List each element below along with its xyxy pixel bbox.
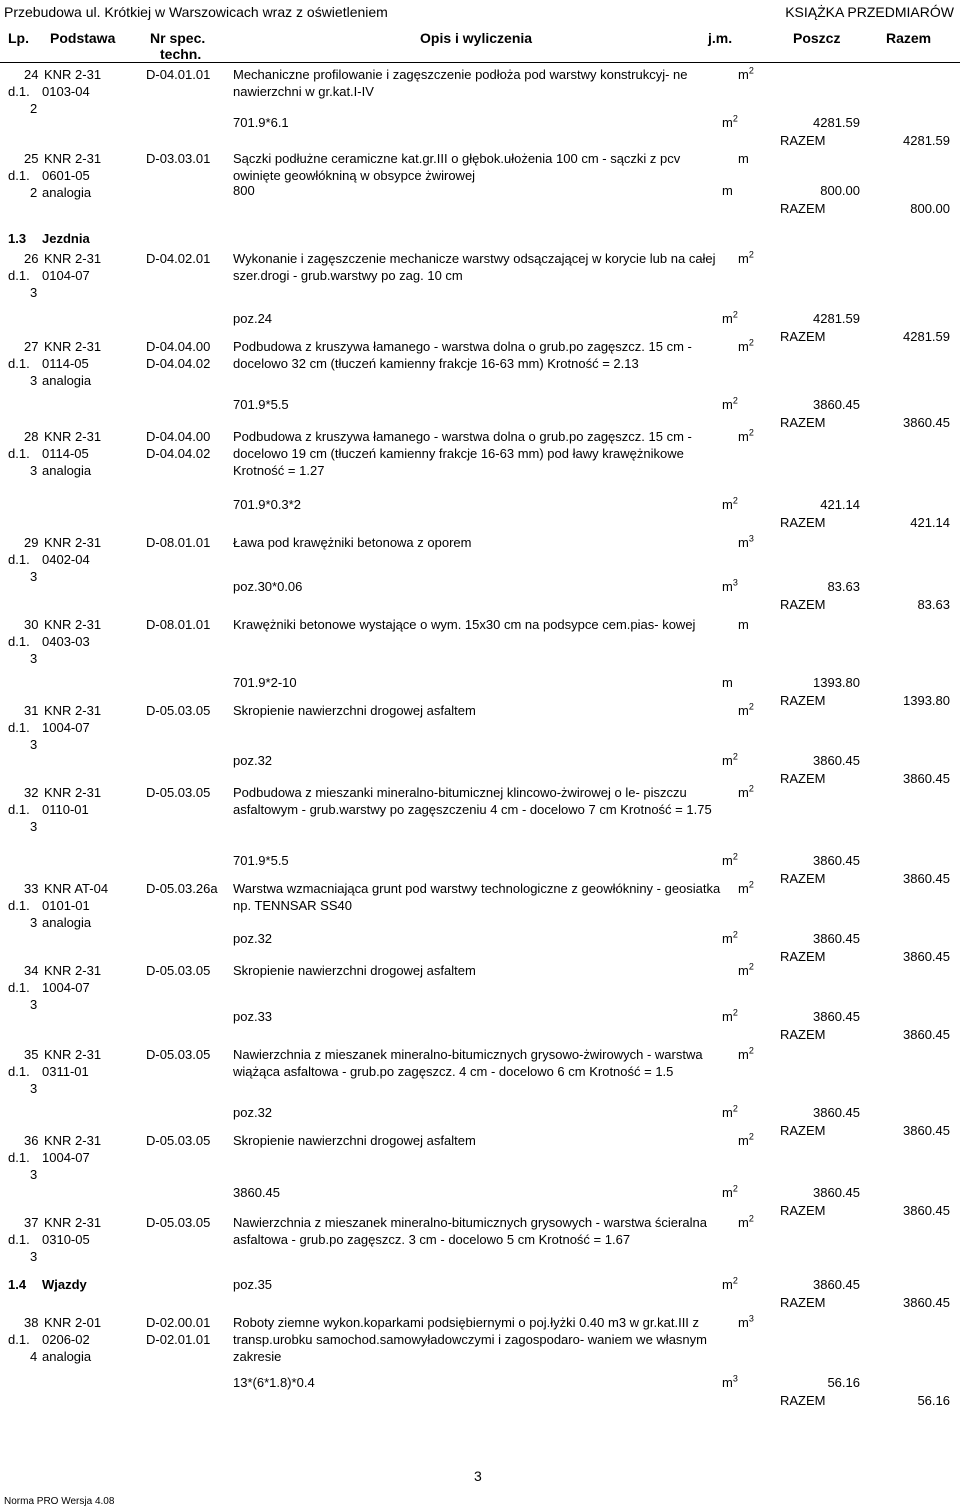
row-podstawa: 0403-03	[42, 634, 90, 649]
row-calc: poz.33	[233, 1009, 273, 1024]
col-nr-spec-2: techn.	[160, 46, 202, 62]
section-title: Jezdnia	[42, 231, 90, 246]
row-podstawa: KNR 2-31	[44, 617, 102, 632]
row-spec: D-04.02.01	[146, 251, 211, 266]
row-razem-value: 3860.45	[903, 415, 950, 430]
row-lp: d.1.	[8, 168, 30, 183]
row-lp: 3	[30, 651, 38, 666]
page-number: 3	[474, 1468, 482, 1484]
row-calc-value: 4281.59	[813, 115, 860, 130]
row-description: Sączki podłużne ceramiczne kat.gr.III o głębok.ułożenia 100 cm - sączki z pcv owinięte geowłókniną w obsypce żwirowej	[233, 151, 681, 183]
col-jm: j.m.	[708, 30, 733, 46]
row-spec: D-04.04.00	[146, 339, 211, 354]
row-calc-unit: $m^2$	[722, 395, 738, 412]
row-lp: d.1.	[8, 268, 30, 283]
row-calc: poz.30*0.06	[233, 579, 303, 594]
row-spec: D-03.03.01	[146, 151, 211, 166]
row-razem-value: 800.00	[910, 201, 950, 216]
section-title: Wjazdy	[42, 1277, 87, 1292]
row-spec: D-08.01.01	[146, 617, 211, 632]
row-calc-value: 3860.45	[813, 1277, 860, 1292]
row-unit: m	[738, 151, 749, 166]
row-calc-unit: $m^2$	[722, 495, 738, 512]
row-calc-unit: $m^2$	[722, 1183, 738, 1200]
row-lp: 3	[30, 463, 38, 478]
row-calc-unit: $m^2$	[722, 1007, 738, 1024]
row-description: Nawierzchnia z mieszanek mineralno-bitumicznych grysowo-żwirowych - warstwa wiążąca asfaltowa - grub.po zagęszcz. 4 cm - docelowo 6 cm Krotność = 1.5	[233, 1047, 703, 1079]
row-podstawa: KNR 2-31	[44, 785, 102, 800]
col-opis: Opis i wyliczenia	[420, 30, 533, 46]
row-description: Warstwa wzmacniająca grunt pod warstwy technologiczne z geowłókniny - geosiatka np. TENNSAR SS40	[233, 881, 721, 913]
row-calc: poz.35	[233, 1277, 273, 1292]
row-calc-unit: $m^2$	[722, 1275, 738, 1292]
row-unit: $m^2$	[738, 249, 754, 266]
row-calc-unit: $m^2$	[722, 113, 738, 130]
row-calc-value: 3860.45	[813, 397, 860, 412]
col-lp: Lp.	[8, 30, 29, 46]
row-calc-value: 3860.45	[813, 1105, 860, 1120]
row-podstawa: KNR 2-31	[44, 67, 102, 82]
row-lp: d.1.	[8, 720, 30, 735]
row-podstawa: 0402-04	[42, 552, 90, 567]
row-lp: 27	[24, 339, 39, 354]
row-podstawa: analogia	[42, 463, 92, 478]
row-lp: 36	[24, 1133, 39, 1148]
row-calc: poz.32	[233, 931, 273, 946]
row-unit: $m^2$	[738, 701, 754, 718]
row-lp: 2	[30, 101, 38, 116]
row-unit: $m^3$	[738, 1313, 754, 1330]
row-description: Mechaniczne profilowanie i zagęszczenie podłoża pod warstwy konstrukcyj- ne nawierzchni w gr.kat.I-IV	[233, 67, 688, 99]
row-lp: d.1.	[8, 84, 30, 99]
row-lp: 3	[30, 1167, 38, 1182]
row-podstawa: KNR 2-31	[44, 1215, 102, 1230]
row-description: Ława pod krawężniki betonowa z oporem	[233, 535, 472, 550]
row-lp: 35	[24, 1047, 39, 1062]
row-unit: $m^2$	[738, 1213, 754, 1230]
row-podstawa: 0206-02	[42, 1332, 90, 1347]
col-razem: Razem	[886, 30, 932, 46]
row-razem-label: RAZEM	[780, 693, 826, 708]
row-calc-value: 3860.45	[813, 1185, 860, 1200]
row-lp: 2	[30, 185, 38, 200]
row-podstawa: 0104-07	[42, 268, 90, 283]
row-calc-unit: $m^2$	[722, 309, 738, 326]
row-razem-label: RAZEM	[780, 1123, 826, 1138]
row-razem-label: RAZEM	[780, 415, 826, 430]
row-spec: D-05.03.05	[146, 963, 211, 978]
row-podstawa: KNR 2-31	[44, 963, 102, 978]
col-poszcz: Poszcz	[793, 30, 841, 46]
row-calc: poz.32	[233, 753, 273, 768]
row-lp: 4	[30, 1349, 38, 1364]
row-calc-value: 3860.45	[813, 931, 860, 946]
row-podstawa: KNR 2-01	[44, 1315, 102, 1330]
col-podstawa: Podstawa	[50, 30, 116, 46]
row-razem-value: 3860.45	[903, 1123, 950, 1138]
row-description: Krawężniki betonowe wystające o wym. 15x30 cm na podsypce cem.pias- kowej	[233, 617, 696, 632]
row-razem-value: 56.16	[917, 1393, 950, 1408]
row-podstawa: 0310-05	[42, 1232, 90, 1247]
row-calc-value: 800.00	[820, 183, 860, 198]
row-calc-unit: m	[722, 675, 733, 690]
row-podstawa: 1004-07	[42, 980, 90, 995]
row-lp: d.1.	[8, 552, 30, 567]
row-razem-value: 3860.45	[903, 1027, 950, 1042]
row-podstawa: 0101-01	[42, 898, 90, 913]
row-calc-value: 421.14	[820, 497, 860, 512]
row-lp: 3	[30, 997, 38, 1012]
row-lp: 24	[24, 67, 39, 82]
col-nr-spec: Nr spec.	[150, 30, 206, 46]
row-lp: 28	[24, 429, 39, 444]
row-lp: 26	[24, 251, 39, 266]
row-podstawa: analogia	[42, 1349, 92, 1364]
row-lp: 3	[30, 1249, 38, 1264]
row-podstawa: 0114-05	[42, 446, 89, 461]
row-podstawa: 0311-01	[42, 1064, 89, 1079]
row-unit: $m^2$	[738, 337, 754, 354]
row-lp: 3	[30, 569, 38, 584]
row-razem-label: RAZEM	[780, 771, 826, 786]
row-calc-unit: m	[722, 183, 733, 198]
row-podstawa: analogia	[42, 185, 92, 200]
row-razem-label: RAZEM	[780, 949, 826, 964]
row-razem-label: RAZEM	[780, 1393, 826, 1408]
row-calc-value: 1393.80	[813, 675, 860, 690]
row-spec: D-05.03.05	[146, 1047, 211, 1062]
row-razem-label: RAZEM	[780, 1295, 826, 1310]
row-spec: D-04.01.01	[146, 67, 211, 82]
row-spec: D-02.00.01	[146, 1315, 211, 1330]
row-podstawa: analogia	[42, 373, 92, 388]
row-unit: $m^2$	[738, 1131, 754, 1148]
row-unit: $m^2$	[738, 1045, 754, 1062]
row-razem-label: RAZEM	[780, 871, 826, 886]
row-calc-unit: $m^3$	[722, 1373, 738, 1390]
row-description: Skropienie nawierzchni drogowej asfaltem	[233, 963, 476, 978]
row-calc: 701.9*5.5	[233, 853, 289, 868]
row-unit: $m^2$	[738, 427, 754, 444]
row-calc: 800	[233, 183, 255, 198]
row-calc-value: 3860.45	[813, 1009, 860, 1024]
row-podstawa: KNR 2-31	[44, 151, 102, 166]
row-lp: d.1.	[8, 898, 30, 913]
row-calc-value: 83.63	[827, 579, 860, 594]
row-calc: 701.9*5.5	[233, 397, 289, 412]
row-razem-label: RAZEM	[780, 1027, 826, 1042]
row-lp: d.1.	[8, 634, 30, 649]
row-spec: D-05.03.05	[146, 703, 211, 718]
row-description: Roboty ziemne wykon.koparkami podsiębiernymi o poj.łyżki 0.40 m3 w gr.kat.III z transp.urobku samochod.samowyładowczymi i zagospodaro- waniem we własnym zakresie	[233, 1315, 707, 1364]
row-razem-value: 4281.59	[903, 133, 950, 148]
row-unit: $m^2$	[738, 879, 754, 896]
row-description: Podbudowa z mieszanki mineralno-bitumicznej klincowo-żwirowej o le- piszczu asfaltowym - grub.warstwy po zagęszczeniu 4 cm - docelowo 7 cm Krotność = 1.75	[233, 785, 712, 817]
table-header	[0, 26, 960, 63]
row-razem-value: 3860.45	[903, 1295, 950, 1310]
row-razem-label: RAZEM	[780, 515, 826, 530]
software-version: Norma PRO Wersja 4.08	[4, 1496, 115, 1507]
row-calc-unit: $m^2$	[722, 929, 738, 946]
section-number: 1.4	[8, 1277, 27, 1292]
row-calc: poz.32	[233, 1105, 273, 1120]
top-bar	[0, 0, 960, 24]
row-description: Nawierzchnia z mieszanek mineralno-bitumicznych grysowych - warstwa ścieralna asfaltowa - grub.po zagęszcz. 3 cm - docelowo 5 cm Krotność = 1.67	[233, 1215, 707, 1247]
row-lp: 3	[30, 819, 38, 834]
row-razem-value: 3860.45	[903, 949, 950, 964]
row-calc-unit: $m^3$	[722, 577, 738, 594]
row-lp: 33	[24, 881, 39, 896]
row-unit: m	[738, 617, 749, 632]
row-spec: D-04.04.02	[146, 446, 211, 461]
row-podstawa: KNR 2-31	[44, 1133, 102, 1148]
row-calc: 13*(6*1.8)*0.4	[233, 1375, 315, 1390]
row-spec: D-05.03.05	[146, 1215, 211, 1230]
row-razem-label: RAZEM	[780, 1203, 826, 1218]
row-lp: d.1.	[8, 1232, 30, 1247]
row-lp: 3	[30, 915, 38, 930]
row-calc-value: 56.16	[827, 1375, 860, 1390]
row-lp: 3	[30, 373, 38, 388]
row-razem-label: RAZEM	[780, 201, 826, 216]
row-calc-value: 4281.59	[813, 311, 860, 326]
row-lp: 38	[24, 1315, 39, 1330]
row-podstawa: 0114-05	[42, 356, 89, 371]
row-description: Skropienie nawierzchni drogowej asfaltem	[233, 1133, 476, 1148]
row-calc-unit: $m^2$	[722, 851, 738, 868]
row-calc: 3860.45	[233, 1185, 280, 1200]
row-razem-value: 3860.45	[903, 1203, 950, 1218]
row-description: Podbudowa z kruszywa łamanego - warstwa dolna o grub.po zagęszcz. 15 cm - docelowo 19 cm (tłuczeń kamienny frakcje 16-63 mm) pod ławy krawężnikowe Krotność = 1.27	[233, 429, 692, 478]
row-spec: D-05.03.05	[146, 785, 211, 800]
document-type: KSIĄŻKA PRZEDMIARÓW	[785, 4, 954, 20]
row-podstawa: KNR 2-31	[44, 429, 102, 444]
row-calc-value: 3860.45	[813, 753, 860, 768]
row-lp: 31	[24, 703, 39, 718]
row-razem-label: RAZEM	[780, 329, 826, 344]
row-calc: poz.24	[233, 311, 273, 326]
project-title: Przebudowa ul. Krótkiej w Warszowicach wraz z oświetleniem	[4, 4, 388, 20]
row-razem-label: RAZEM	[780, 133, 826, 148]
row-lp: 30	[24, 617, 39, 632]
row-unit: $m^2$	[738, 783, 754, 800]
row-razem-value: 4281.59	[903, 329, 950, 344]
row-podstawa: 1004-07	[42, 720, 90, 735]
row-razem-value: 1393.80	[903, 693, 950, 708]
row-calc: 701.9*6.1	[233, 115, 289, 130]
row-podstawa: 1004-07	[42, 1150, 90, 1165]
row-podstawa: KNR 2-31	[44, 251, 102, 266]
row-razem-value: 3860.45	[903, 771, 950, 786]
row-podstawa: KNR 2-31	[44, 339, 102, 354]
row-razem-value: 83.63	[917, 597, 950, 612]
row-spec: D-04.04.00	[146, 429, 211, 444]
row-podstawa: KNR 2-31	[44, 535, 102, 550]
row-razem-value: 3860.45	[903, 871, 950, 886]
row-lp: 3	[30, 285, 38, 300]
row-calc-unit: $m^2$	[722, 751, 738, 768]
row-podstawa: 0110-01	[42, 802, 89, 817]
row-lp: d.1.	[8, 1064, 30, 1079]
row-calc: 701.9*2-10	[233, 675, 297, 690]
row-calc-value: 3860.45	[813, 853, 860, 868]
row-lp: 3	[30, 737, 38, 752]
row-unit: $m^2$	[738, 65, 754, 82]
row-description: Skropienie nawierzchni drogowej asfaltem	[233, 703, 476, 718]
row-description: Wykonanie i zagęszczenie mechanicze warstwy odsączającej w korycie lub na całej szer.drogi - grub.warstwy po zag. 10 cm	[233, 251, 716, 283]
row-lp: d.1.	[8, 802, 30, 817]
row-unit: $m^3$	[738, 533, 754, 550]
row-spec: D-05.03.26a	[146, 881, 218, 896]
row-lp: 37	[24, 1215, 39, 1230]
row-lp: d.1.	[8, 356, 30, 371]
row-podstawa: 0601-05	[42, 168, 90, 183]
row-lp: d.1.	[8, 1332, 30, 1347]
row-podstawa: KNR AT-04	[44, 881, 109, 896]
row-lp: 25	[24, 151, 39, 166]
row-lp: 34	[24, 963, 39, 978]
row-lp: d.1.	[8, 446, 30, 461]
row-razem-value: 421.14	[910, 515, 950, 530]
row-lp: 32	[24, 785, 39, 800]
row-description: Podbudowa z kruszywa łamanego - warstwa dolna o grub.po zagęszcz. 15 cm - docelowo 32 cm (tłuczeń kamienny frakcje 16-63 mm) Krotność = 2.13	[233, 339, 692, 371]
row-podstawa: analogia	[42, 915, 92, 930]
row-podstawa: KNR 2-31	[44, 1047, 102, 1062]
row-razem-label: RAZEM	[780, 597, 826, 612]
row-spec: D-05.03.05	[146, 1133, 211, 1148]
row-lp: 29	[24, 535, 39, 550]
row-spec: D-08.01.01	[146, 535, 211, 550]
row-podstawa: KNR 2-31	[44, 703, 102, 718]
row-spec: D-02.01.01	[146, 1332, 211, 1347]
row-lp: d.1.	[8, 1150, 30, 1165]
row-lp: 3	[30, 1081, 38, 1096]
row-calc-unit: $m^2$	[722, 1103, 738, 1120]
row-podstawa: 0103-04	[42, 84, 90, 99]
row-spec: D-04.04.02	[146, 356, 211, 371]
row-calc: 701.9*0.3*2	[233, 497, 301, 512]
row-lp: d.1.	[8, 980, 30, 995]
row-unit: $m^2$	[738, 961, 754, 978]
section-number: 1.3	[8, 231, 27, 246]
